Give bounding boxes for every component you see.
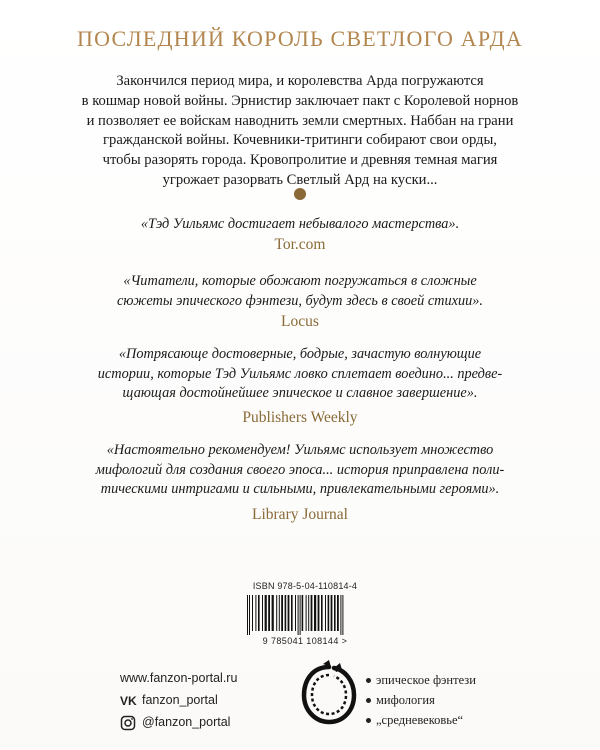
quote-line: тическими интригами и сильными, привлекательными героями». bbox=[100, 481, 500, 498]
review-source-2: Locus bbox=[281, 313, 319, 330]
separator-dot bbox=[294, 188, 306, 200]
barcode-bar bbox=[331, 595, 333, 631]
barcode-bar bbox=[325, 595, 326, 631]
vk-handle[interactable]: fanzon_portal bbox=[142, 693, 218, 707]
genre-label: мифология bbox=[376, 692, 435, 707]
blurb-line: и позволяет ее войскам наводнить земли смертных. Наббан на грани bbox=[86, 112, 514, 129]
instagram-row[interactable] bbox=[120, 711, 237, 733]
website-link[interactable]: www.fanzon-portal.ru bbox=[120, 671, 238, 685]
barcode-bar bbox=[314, 595, 316, 631]
publisher-contacts bbox=[120, 667, 237, 733]
barcode-bar bbox=[295, 595, 296, 631]
barcode-bar bbox=[276, 595, 277, 631]
barcode-bar bbox=[300, 595, 301, 635]
ouroboros-logo-icon bbox=[298, 659, 360, 729]
genre-item bbox=[366, 690, 476, 710]
barcode-bar bbox=[308, 595, 309, 631]
genre-label: „средневековье“ bbox=[376, 712, 464, 727]
book-title: ПОСЛЕДНИЙ КОРОЛЬ СВЕТЛОГО АРДА bbox=[77, 26, 523, 51]
isbn-label: ISBN 978-5-04-110814-4 bbox=[252, 581, 358, 591]
barcode-bars bbox=[246, 595, 364, 635]
barcode-bar bbox=[291, 595, 293, 631]
website-row[interactable] bbox=[120, 667, 237, 689]
barcode-bar bbox=[337, 595, 339, 631]
barcode-bar bbox=[272, 595, 274, 631]
barcode-bar bbox=[262, 595, 263, 631]
barcode-bar bbox=[265, 595, 267, 631]
barcode-bar bbox=[334, 595, 336, 631]
review-source-1: Tor.com bbox=[274, 236, 326, 253]
quote-line: «Настоятельно рекомендуем! Уильямс использует множество bbox=[106, 442, 494, 458]
barcode-bar bbox=[321, 595, 323, 631]
barcode-bar bbox=[252, 595, 253, 631]
barcode-bar bbox=[288, 595, 290, 631]
barcode-bar bbox=[268, 595, 270, 631]
barcode bbox=[240, 581, 370, 649]
barcode-bar bbox=[340, 595, 341, 635]
blurb-line: гражданской войны. Кочевники-тритинги собирают свои орды, bbox=[103, 132, 497, 149]
quote-line: сюжеты эпического фэнтези, будут здесь в своей стихии». bbox=[116, 292, 484, 309]
genre-list bbox=[366, 670, 476, 730]
quote-line: истории, которые Тэд Уильямс ловко сплетает воедино... предве- bbox=[97, 365, 503, 382]
vk-row[interactable] bbox=[120, 689, 237, 711]
barcode-bar bbox=[318, 595, 320, 631]
genre-label: эпическое фэнтези bbox=[376, 672, 476, 687]
barcode-bar bbox=[306, 595, 307, 631]
instagram-icon bbox=[120, 715, 138, 729]
barcode-bar bbox=[342, 595, 343, 635]
barcode-bar bbox=[249, 595, 250, 635]
barcode-bar bbox=[328, 595, 330, 631]
barcode-bar bbox=[311, 595, 313, 631]
barcode-bar bbox=[258, 595, 260, 631]
quote-line: «Читатели, которые обожают погружаться в сложные bbox=[123, 273, 477, 289]
barcode-bar bbox=[255, 595, 256, 631]
quote-line: «Потрясающе достоверные, бодрые, зачастую волнующие bbox=[118, 346, 482, 362]
barcode-bar bbox=[247, 595, 248, 635]
genre-item bbox=[366, 670, 476, 690]
quote-line: «Тэд Уильямс достигает небывалого мастерства». bbox=[140, 216, 460, 232]
quote-line: мифологий для создания своего эпоса... история приправлена поли- bbox=[95, 461, 505, 478]
blurb-line: в кошмар новой войны. Эрнистир заключает пакт с Королевой норнов bbox=[81, 92, 519, 109]
blurb bbox=[60, 72, 540, 191]
review-quote-4 bbox=[40, 441, 560, 500]
review-source-3: Publishers Weekly bbox=[242, 409, 358, 426]
blurb-line: Закончился период мира, и королевства Арда погружаются bbox=[116, 73, 484, 89]
genre-item bbox=[366, 710, 476, 730]
barcode-bar bbox=[302, 595, 304, 631]
barcode-bar bbox=[285, 595, 287, 631]
instagram-handle[interactable]: @fanzon_portal bbox=[142, 715, 231, 729]
blurb-line: чтобы разорять города. Кровопролитие и древняя темная магия bbox=[102, 152, 498, 169]
svg-text:VK: VK bbox=[120, 694, 137, 707]
review-quote-3 bbox=[40, 345, 560, 404]
barcode-bar bbox=[281, 595, 283, 631]
blurb-line: угрожает разорвать Светлый Ард на куски... bbox=[162, 171, 438, 188]
barcode-bar bbox=[279, 595, 280, 631]
review-quote-2 bbox=[40, 272, 560, 311]
barcode-bar bbox=[298, 595, 299, 635]
quote-line: щающая достойнейшее эпическое и славное завершение». bbox=[122, 385, 478, 402]
barcode-number: 9 785041 108144 > bbox=[262, 636, 348, 646]
vk-icon bbox=[120, 693, 138, 707]
review-source-4: Library Journal bbox=[252, 506, 348, 523]
review-quote-1 bbox=[40, 215, 560, 235]
